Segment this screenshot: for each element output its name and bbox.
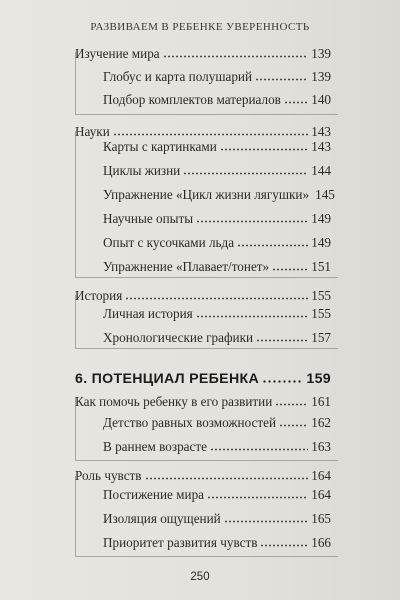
toc-entry: В раннем возрасте 163: [103, 439, 331, 454]
toc-entry: История 155: [75, 288, 331, 303]
toc-entry: Изучение мира 139: [75, 46, 331, 61]
chapter-heading: 6. ПОТЕНЦИАЛ РЕБЕНКА 159: [75, 371, 331, 387]
toc-entry: Изоляция ощущений 165: [103, 511, 331, 526]
toc-entry: Детство равных возможностей 162: [103, 415, 331, 430]
toc-entry: Упражнение «Цикл жизни лягушки» 145: [103, 187, 335, 202]
toc-entry: Опыт с кусочками льда 149: [103, 235, 331, 250]
toc-entry: Роль чувств 164: [75, 468, 331, 483]
toc-entry: Как помочь ребенку в его развитии 161: [75, 394, 331, 409]
toc-entry: Приоритет развития чувств 166: [103, 535, 331, 550]
toc-entry: Хронологические графики 157: [103, 330, 331, 345]
toc-entry: Научные опыты 149: [103, 211, 331, 226]
toc-entry: Карты с картинками 143: [103, 139, 331, 154]
toc-entry: Подбор комплектов материалов 140: [103, 92, 331, 107]
toc-entry: Науки 143: [75, 124, 331, 139]
running-head: РАЗВИВАЕМ В РЕБЕНКЕ УВЕРЕННОСТЬ: [90, 21, 310, 33]
toc-entry: Постижение мира 164: [103, 487, 331, 502]
toc-entry: Упражнение «Плавает/тонет» 151: [103, 259, 331, 274]
page-number: 250: [190, 571, 210, 583]
toc-entry: Глобус и карта полушарий 139: [103, 69, 331, 84]
toc-entry: Личная история 155: [103, 306, 331, 321]
toc-entry: Циклы жизни 144: [103, 163, 331, 178]
